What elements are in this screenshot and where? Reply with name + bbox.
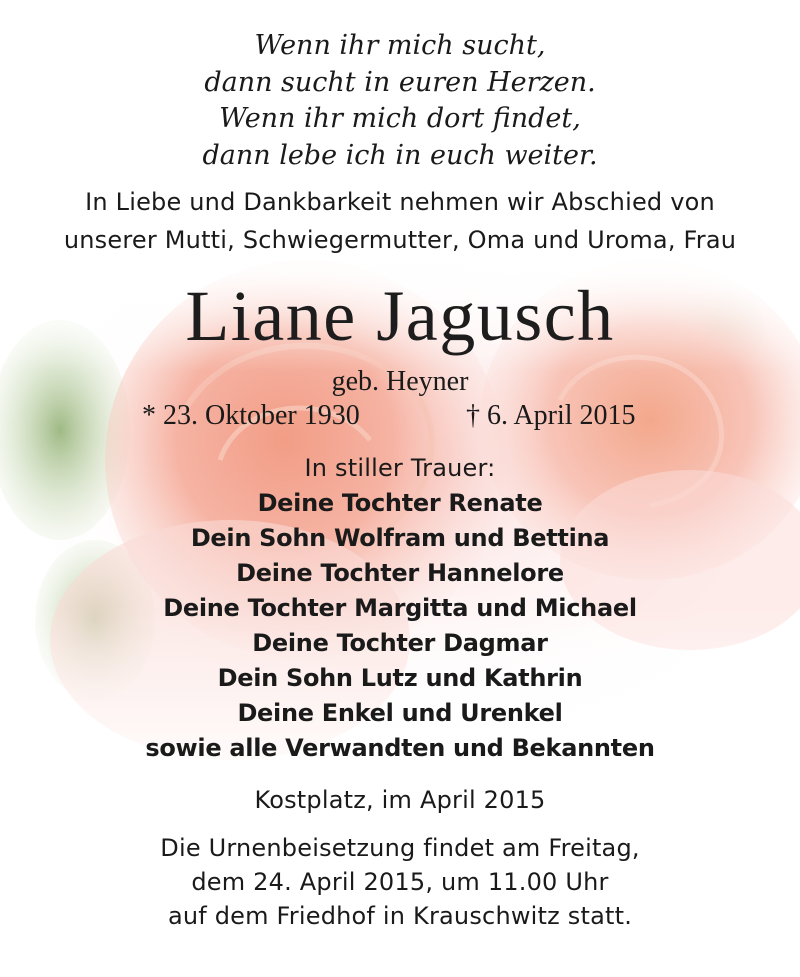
birth-date: * 23. Oktober 1930: [142, 400, 360, 431]
maiden-name: geb. Heyner: [331, 366, 469, 397]
life-dates: [0, 398, 800, 434]
poem-line: dann sucht in euren Herzen.: [204, 67, 596, 98]
burial-info-line: auf dem Friedhof in Krauschwitz statt.: [167, 902, 633, 930]
poem-line: Wenn ihr mich sucht,: [254, 30, 546, 61]
intro-line: In Liebe und Dankbarkeit nehmen wir Abschied von: [85, 188, 715, 216]
burial-info-line: dem 24. April 2015, um 11.00 Uhr: [191, 868, 609, 896]
burial-info-line: Die Urnenbeisetzung findet am Freitag,: [160, 834, 640, 862]
mourner-line: Deine Tochter Margitta und Michael: [163, 594, 637, 622]
mourner-line: Deine Tochter Renate: [257, 489, 543, 517]
death-date: † 6. April 2015: [466, 400, 636, 431]
mourner-line: Dein Sohn Lutz und Kathrin: [217, 664, 583, 692]
poem-line: Wenn ihr mich dort findet,: [219, 103, 581, 134]
deceased-name: Liane Jagusch: [185, 276, 615, 356]
mourner-line: Deine Enkel und Urenkel: [237, 699, 563, 727]
mourning-heading: In stiller Trauer:: [304, 454, 496, 482]
place-date: Kostplatz, im April 2015: [254, 786, 546, 814]
mourner-line: sowie alle Verwandten und Bekannten: [145, 734, 655, 762]
mourner-line: Dein Sohn Wolfram und Bettina: [190, 524, 610, 552]
mourner-line: Deine Tochter Hannelore: [236, 559, 564, 587]
mourner-line: Deine Tochter Dagmar: [252, 629, 548, 657]
intro-line: unserer Mutti, Schwiegermutter, Oma und Uroma, Frau: [63, 226, 737, 254]
poem-line: dann lebe ich in euch weiter.: [202, 140, 598, 171]
